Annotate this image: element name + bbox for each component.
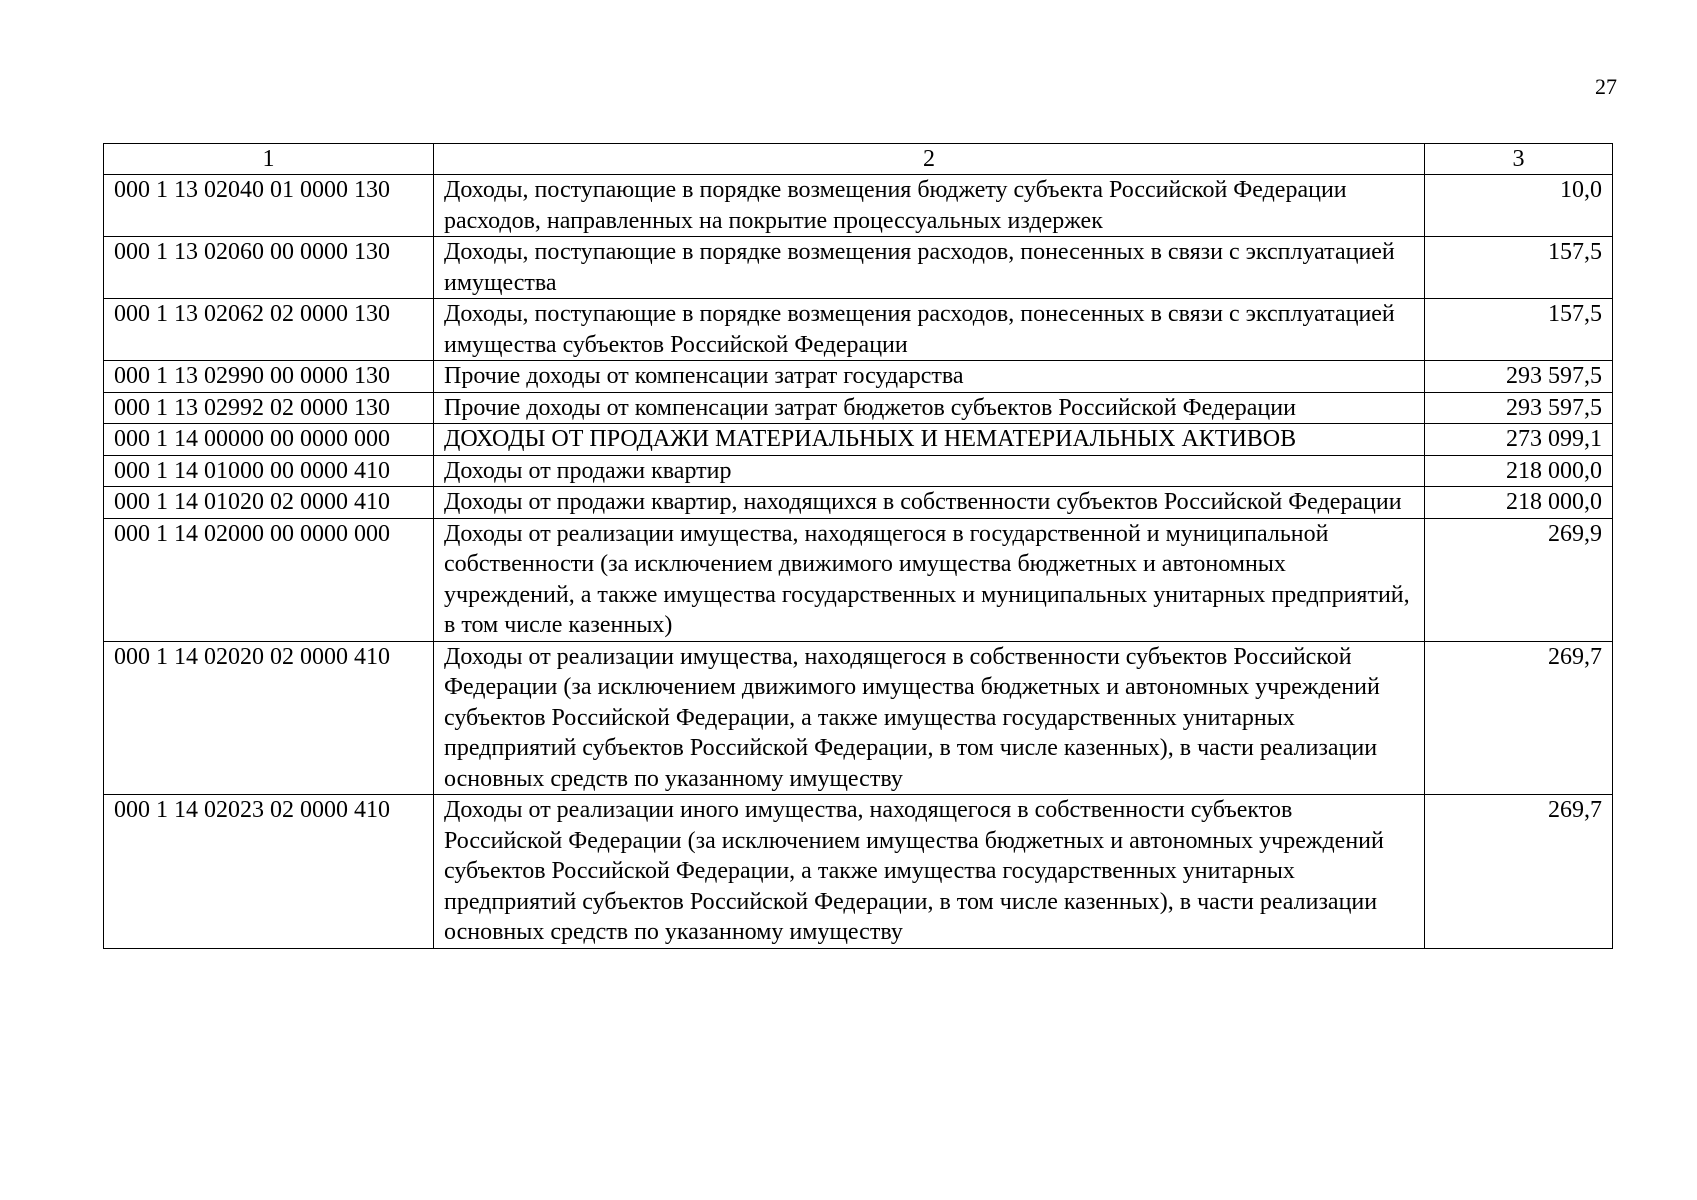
table-row [104,361,1613,393]
row-name: Доходы, поступающие в порядке возмещения расходов, понесенных в связи с эксплуатацией имущества [434,237,1425,299]
column-header-name: 2 [434,144,1425,175]
column-header-amount: 3 [1425,144,1613,175]
row-name: Доходы от продажи квартир [434,455,1425,487]
table-row [104,487,1613,519]
table-row [104,641,1613,795]
table-row [104,455,1613,487]
row-amount: 157,5 [1425,237,1613,299]
table-row [104,237,1613,299]
row-name: Прочие доходы от компенсации затрат бюджетов субъектов Российской Федерации [434,392,1425,424]
column-header-code: 1 [104,144,434,175]
row-amount: 157,5 [1425,299,1613,361]
row-name: Доходы от реализации имущества, находящегося в собственности субъектов Российской Федерации (за исключением движимого имущества бюджетных и автономных учреждений субъектов Российской Федерации, а также имущества государственных унитарных предприятий субъектов Российской Федерации, в том числе казенных), в части реализации основных средств по указанному имуществу [434,641,1425,795]
row-code: 000 1 14 02023 02 0000 410 [104,795,434,949]
table-row [104,795,1613,949]
row-amount: 273 099,1 [1425,424,1613,456]
row-code: 000 1 13 02992 02 0000 130 [104,392,434,424]
row-code: 000 1 14 01020 02 0000 410 [104,487,434,519]
row-code: 000 1 14 02000 00 0000 000 [104,518,434,641]
row-amount: 293 597,5 [1425,361,1613,393]
row-amount: 269,9 [1425,518,1613,641]
table-row [104,392,1613,424]
revenue-table [103,143,1613,949]
table-row [104,299,1613,361]
row-amount: 10,0 [1425,175,1613,237]
row-name: ДОХОДЫ ОТ ПРОДАЖИ МАТЕРИАЛЬНЫХ И НЕМАТЕРИАЛЬНЫХ АКТИВОВ [434,424,1425,456]
row-name: Доходы от реализации имущества, находящегося в государственной и муниципальной собственности (за исключением движимого имущества бюджетных и автономных учреждений, а также имущества государственных и муниципальных унитарных предприятий, в том числе казенных) [434,518,1425,641]
row-amount: 218 000,0 [1425,487,1613,519]
row-amount: 269,7 [1425,641,1613,795]
row-code: 000 1 14 02020 02 0000 410 [104,641,434,795]
row-name: Доходы от реализации иного имущества, находящегося в собственности субъектов Российской Федерации (за исключением имущества бюджетных и автономных учреждений субъектов Российской Федерации, а также имущества государственных унитарных предприятий субъектов Российской Федерации, в том числе казенных), в части реализации основных средств по указанному имуществу [434,795,1425,949]
row-amount: 269,7 [1425,795,1613,949]
row-code: 000 1 13 02060 00 0000 130 [104,237,434,299]
row-amount: 293 597,5 [1425,392,1613,424]
row-name: Доходы, поступающие в порядке возмещения расходов, понесенных в связи с эксплуатацией имущества субъектов Российской Федерации [434,299,1425,361]
page-number: 27 [1595,74,1617,99]
table-row [104,518,1613,641]
row-name: Доходы от продажи квартир, находящихся в собственности субъектов Российской Федерации [434,487,1425,519]
row-code: 000 1 13 02990 00 0000 130 [104,361,434,393]
table-header-row [104,144,1613,175]
row-code: 000 1 13 02062 02 0000 130 [104,299,434,361]
row-code: 000 1 14 00000 00 0000 000 [104,424,434,456]
table-row [104,424,1613,456]
row-name: Доходы, поступающие в порядке возмещения бюджету субъекта Российской Федерации расходов, направленных на покрытие процессуальных издержек [434,175,1425,237]
row-amount: 218 000,0 [1425,455,1613,487]
row-name: Прочие доходы от компенсации затрат государства [434,361,1425,393]
row-code: 000 1 13 02040 01 0000 130 [104,175,434,237]
table-row [104,175,1613,237]
row-code: 000 1 14 01000 00 0000 410 [104,455,434,487]
